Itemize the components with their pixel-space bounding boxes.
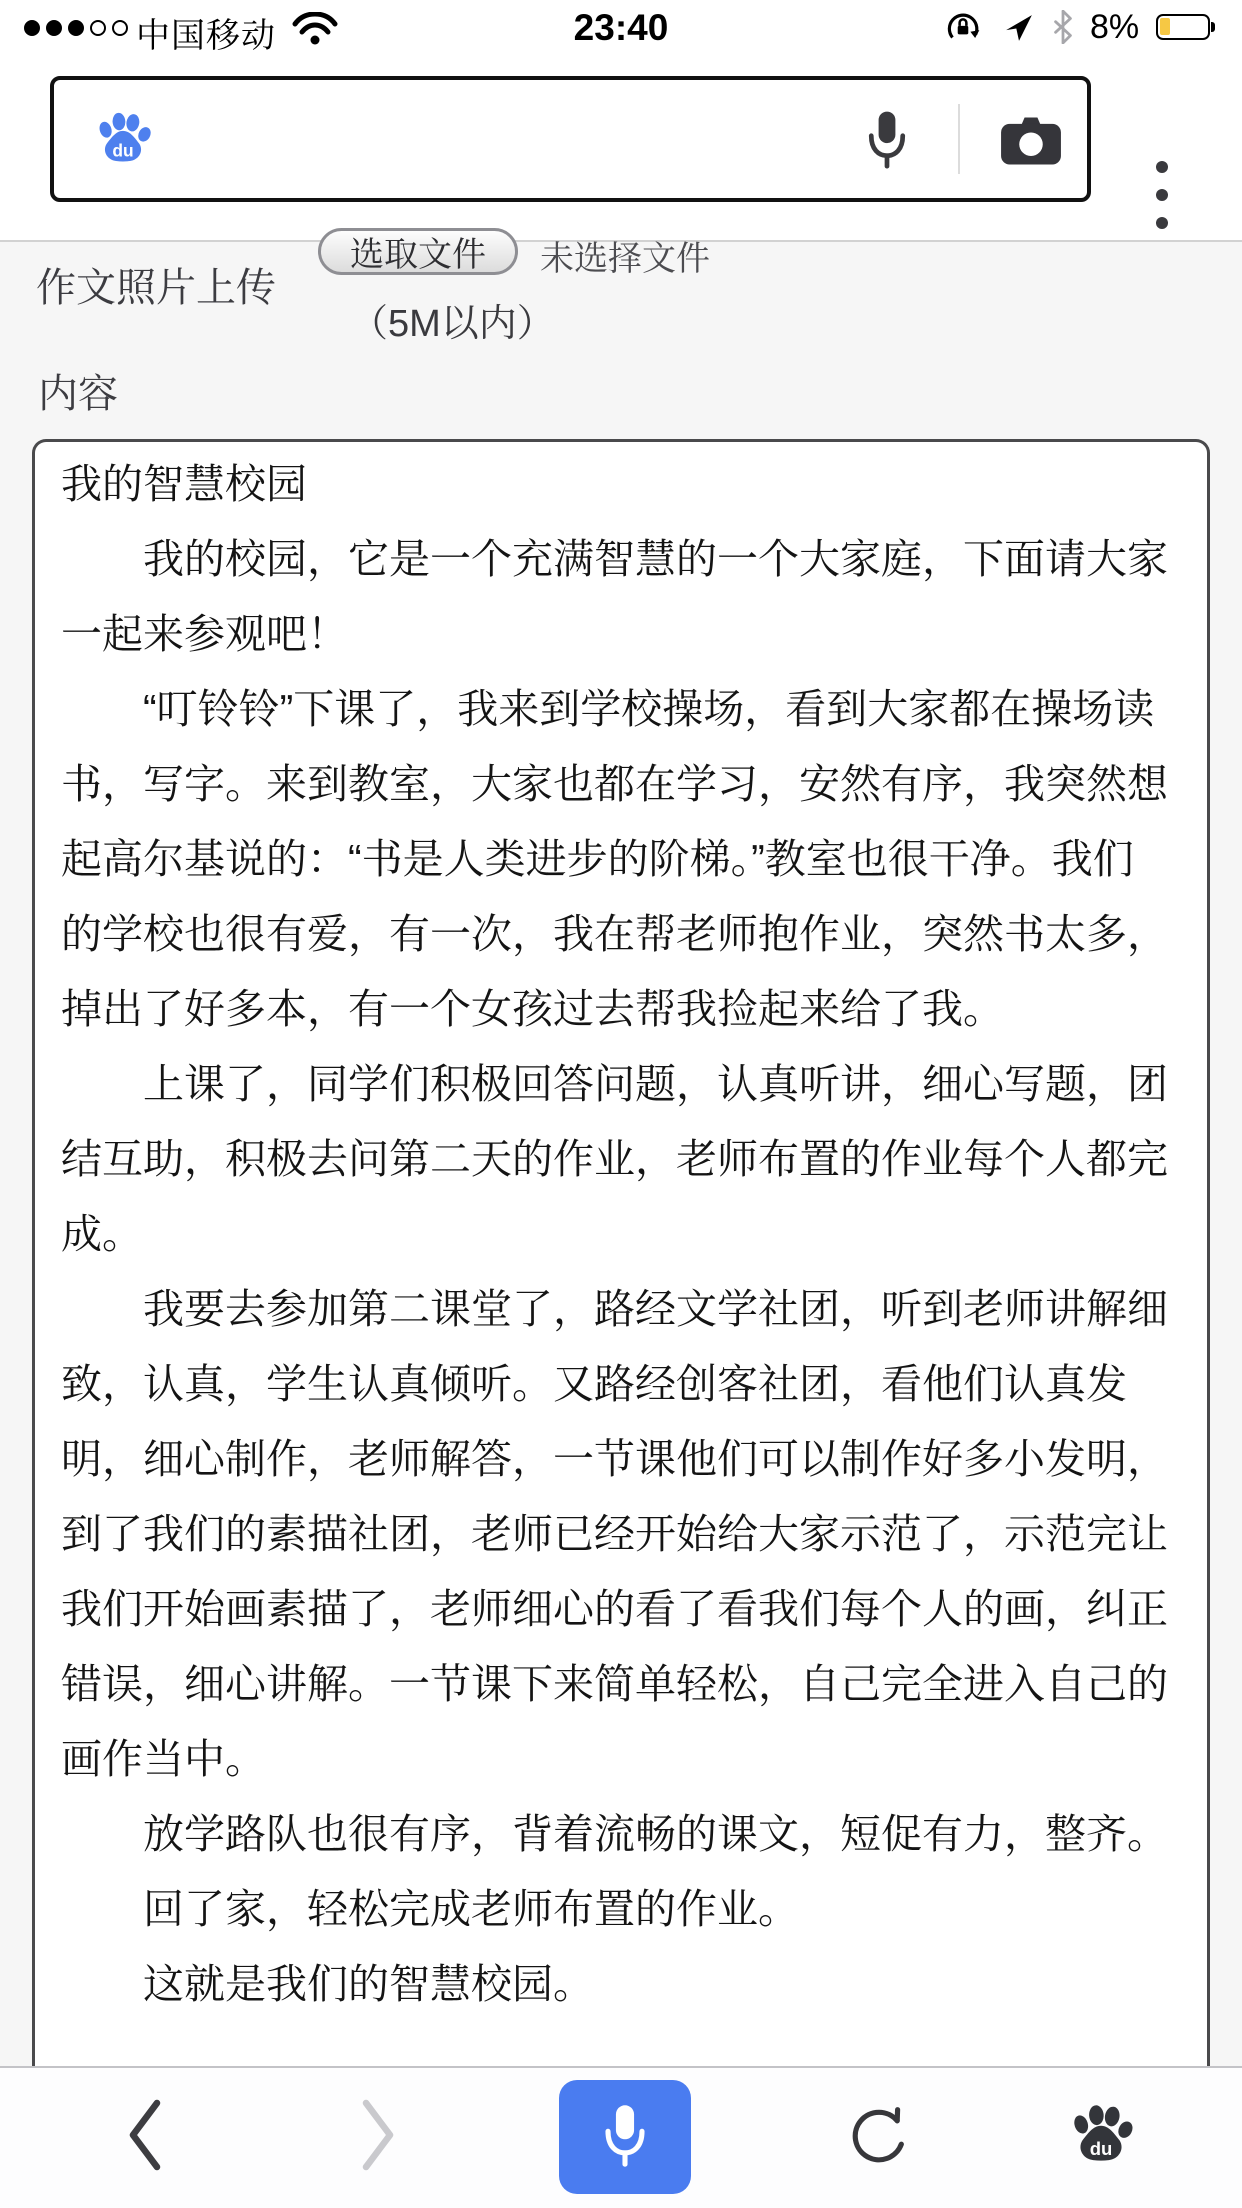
essay-line: 一起来参观吧！	[61, 611, 348, 657]
voice-search-icon[interactable]	[866, 108, 908, 174]
essay-line: 结互助，积极去问第二天的作业，老师布置的作业每个人都完	[61, 1136, 1168, 1182]
essay-line: 放学路队也很有序，背着流畅的课文，短促有力，整齐。	[61, 1811, 1168, 1857]
refresh-icon	[848, 2104, 910, 2166]
status-time: 23:40	[573, 7, 669, 48]
essay-line: 书，写字。来到教室，大家也都在学习，安然有序，我突然想	[61, 761, 1168, 807]
essay-line: 明，细心制作，老师解答，一节课他们可以制作好多小发明，	[61, 1436, 1168, 1482]
size-limit-hint: （5M以内）	[350, 303, 555, 345]
upload-label: 作文照片上传	[36, 266, 276, 310]
baidu-home-button[interactable]	[1068, 2102, 1134, 2171]
essay-line: 我的智慧校园	[61, 461, 307, 507]
essay-line: 成。	[61, 1211, 143, 1257]
baidu-paw-logo	[94, 110, 152, 168]
essay-line: 画作当中。	[61, 1736, 266, 1782]
location-arrow-icon	[1004, 13, 1034, 43]
essay-line: “叮铃铃”下课了，我来到学校操场，看到大家都在操场读	[61, 686, 1155, 732]
kebab-menu-icon[interactable]	[1156, 161, 1168, 229]
search-box[interactable]	[50, 76, 1091, 202]
forward-button[interactable]	[360, 2098, 396, 2175]
voice-button[interactable]	[559, 2080, 691, 2194]
browser-header	[0, 55, 1242, 242]
search-divider	[958, 104, 960, 174]
camera-search-icon[interactable]	[1000, 116, 1062, 166]
essay-line: 这就是我们的智慧校园。	[61, 1961, 594, 2007]
essay-line: 回了家，轻松完成老师布置的作业。	[61, 1886, 799, 1932]
svg-text:du: du	[1089, 2137, 1113, 2159]
browser-toolbar	[0, 2066, 1242, 2208]
essay-line: 到了我们的素描社团，老师已经开始给大家示范了，示范完让	[61, 1511, 1168, 1557]
essay-line: 掉出了好多本，有一个女孩过去帮我捡起来给了我。	[61, 986, 1004, 1032]
essay-line: 致，认真，学生认真倾听。又路经创客社团，看他们认真发	[61, 1361, 1127, 1407]
choose-file-button[interactable]: 选取文件	[318, 228, 518, 275]
battery-icon	[1156, 14, 1210, 40]
essay-line: 我的校园，它是一个充满智慧的一个大家庭，下面请大家	[61, 536, 1168, 582]
status-bar	[0, 0, 1242, 55]
bluetooth-icon	[1052, 10, 1074, 44]
essay-line: 起高尔基说的：“书是人类进步的阶梯。”教室也很干净。我们	[61, 836, 1134, 882]
microphone-icon	[602, 2103, 648, 2171]
orientation-lock-icon	[944, 9, 982, 47]
battery-percent-label: 8%	[1090, 8, 1140, 46]
svg-text:du: du	[112, 140, 134, 161]
back-chevron-icon	[127, 2098, 163, 2172]
essay-line: 错误，细心讲解。一节课下来简单轻松，自己完全进入自己的	[61, 1661, 1168, 1707]
essay-textarea[interactable]	[32, 439, 1210, 2066]
page-content	[0, 236, 1242, 2066]
essay-line: 我要去参加第二课堂了，路经文学社团，听到老师讲解细	[61, 1286, 1168, 1332]
essay-line: 我们开始画素描了，老师细心的看了看我们每个人的画，纠正	[61, 1586, 1168, 1632]
forward-chevron-icon	[360, 2098, 396, 2172]
back-button[interactable]	[127, 2098, 163, 2175]
battery-cap	[1211, 22, 1215, 32]
file-status-text: 未选择文件	[540, 240, 710, 278]
battery-fill	[1160, 18, 1170, 35]
baidu-paw-icon	[1068, 2102, 1134, 2168]
refresh-button[interactable]	[848, 2104, 910, 2169]
essay-line: 的学校也很有爱，有一次，我在帮老师抱作业，突然书太多，	[61, 911, 1168, 957]
essay-line: 上课了，同学们积极回答问题，认真听讲，细心写题，团	[61, 1061, 1168, 1107]
content-label: 内容	[38, 372, 118, 416]
carrier-label: 中国移动	[136, 17, 276, 55]
